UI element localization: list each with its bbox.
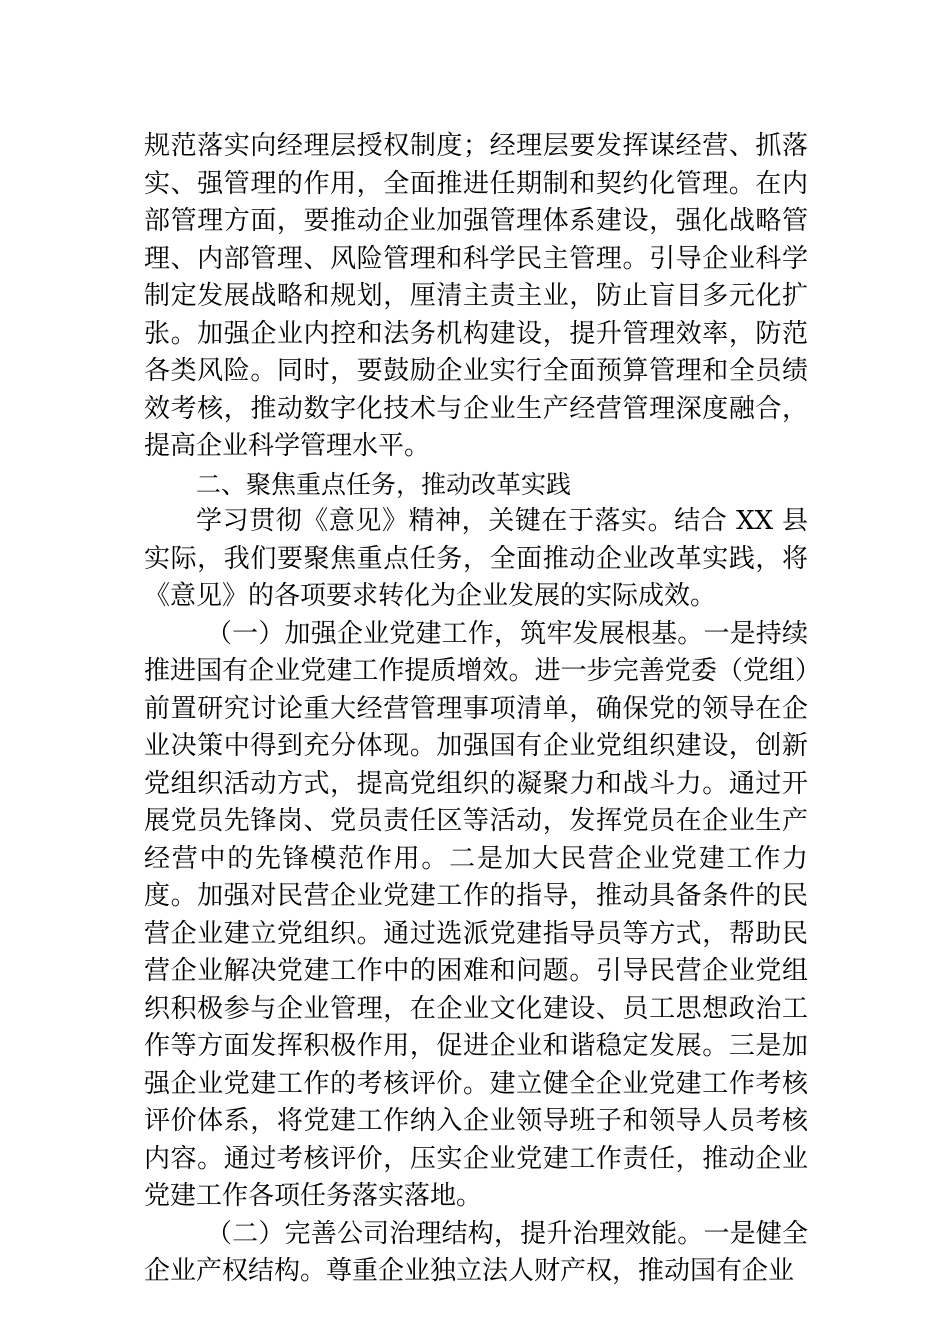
paragraph-subsection-2: （二）完善公司治理结构，提升治理效能。一是健全企业产权结构。尊重企业独立法人财产权，推动国有企业 [144, 1218, 808, 1286]
paragraph-continuation: 规范落实向经理层授权制度；经理层要发挥谋经营、抓落实、强管理的作用，全面推进任期制和契约化管理。在内部管理方面，要推动企业加强管理体系建设，强化战略管理、内部管理、风险管理和科学民主管理。引导企业科学制定发展战略和规划，厘清主责主业，防止盲目多元化扩张。加强企业内控和法务机构建设，提升管理效率，防范各类风险。同时，要鼓励企业实行全面预算管理和全员绩效考核，推动数字化技术与企业生产经营管理深度融合，提高企业科学管理水平。 [144, 131, 808, 461]
document-body [144, 128, 808, 1291]
section-heading: 二、聚焦重点任务，推动改革实践 [196, 469, 572, 499]
paragraph-intro: 学习贯彻《意见》精神，关键在于落实。结合 XX 县实际，我们要聚焦重点任务，全面推动企业改革实践，将《意见》的各项要求转化为企业发展的实际成效。 [144, 506, 808, 611]
paragraph-subsection-1: （一）加强企业党建工作，筑牢发展根基。一是持续推进国有企业党建工作提质增效。进一步完善党委（党组）前置研究讨论重大经营管理事项清单，确保党的领导在企业决策中得到充分体现。加强国有企业党组织建设，创新党组织活动方式，提高党组织的凝聚力和战斗力。通过开展党员先锋岗、党员责任区等活动，发挥党员在企业生产经营中的先锋模范作用。二是加大民营企业党建工作力度。加强对民营企业党建工作的指导，推动具备条件的民营企业建立党组织。通过选派党建指导员等方式，帮助民营企业解决党建工作中的困难和问题。引导民营企业党组织积极参与企业管理，在企业文化建设、员工思想政治工作等方面发挥积极作用，促进企业和谐稳定发展。三是加强企业党建工作的考核评价。建立健全企业党建工作考核评价体系，将党建工作纳入企业领导班子和领导人员考核内容。通过考核评价，压实企业党建工作责任，推动企业党建工作各项任务落实落地。 [144, 618, 808, 1211]
